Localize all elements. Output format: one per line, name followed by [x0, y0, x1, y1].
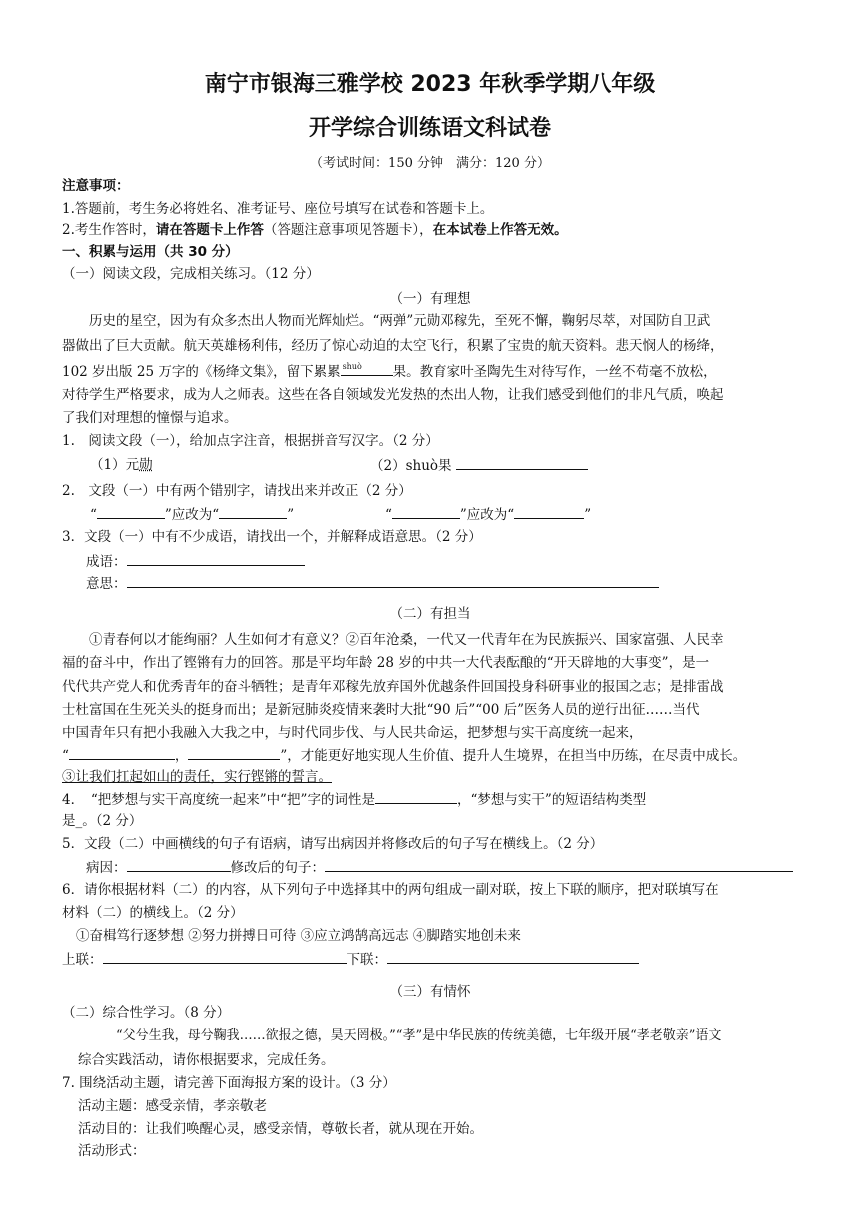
- q5-revised-blank[interactable]: [325, 857, 793, 872]
- shuo-blank[interactable]: [341, 361, 393, 376]
- q2-close-quote-1: ”: [287, 507, 295, 523]
- q4-stem-a: 4． “把梦想与实干高度统一起来”中“把”字的词性是: [62, 792, 375, 808]
- q2-stem: 2. 文段（一）中有两个错别字，请找出来并改正（2 分）: [62, 483, 412, 499]
- exam-title-line1: 南宁市银海三雅学校 2023 年秋季学期八年级: [204, 72, 656, 97]
- section1-p3-a: 102 岁出版 25 万字的《杨绛文集》，留下累累: [62, 364, 341, 380]
- exam-info: （考试时间：150 分钟 满分：120 分）: [310, 156, 550, 171]
- q1-stem: 1. 阅读文段（一），给加点字注音，根据拼音写汉字。（2 分）: [62, 433, 439, 449]
- q2-pair-2: [385, 504, 591, 525]
- q6-stem-1: 6．请你根据材料（二）的内容，从下列句子中选择其中的两句组成一副对联，按上下联的顺序，把对联填写在: [62, 882, 719, 898]
- q2-close-quote-2: ”: [584, 507, 592, 523]
- notes-item-2: [62, 220, 568, 240]
- q4-stem-b: ，“梦想与实干”的短语结构类型: [456, 792, 647, 808]
- section1-p3-b: 果。教育家叶圣陶先生对待写作，一丝不苟毫不放松，: [392, 364, 717, 380]
- notes-item-1: 1.答题前，考生务必将姓名、准考证号、座位号填写在试卷和答题卡上。: [62, 201, 494, 217]
- couplet-lower-blank[interactable]: [188, 745, 280, 760]
- q4-pos-blank[interactable]: [375, 789, 457, 804]
- q3-meaning-label: 意思：: [86, 576, 127, 592]
- section2-p1: ①青春何以才能绚丽？人生如何才有意义？②百年沧桑，一代又一代青年在为民族振兴、国家富强、人民幸: [62, 632, 724, 648]
- section2-p3: 代代共产党人和优秀青年的奋斗牺牲；是青年邓稼先放弃国外优越条件回国投身科研事业的报国之志；是排雷战: [62, 679, 724, 695]
- q6-answers: [62, 949, 639, 970]
- q2-pair-1: [90, 504, 294, 525]
- section3-title: （三）有情怀: [389, 984, 471, 1000]
- notes-heading: 注意事项：: [62, 178, 130, 194]
- q2-correct-char-1[interactable]: [219, 504, 287, 519]
- q5-cause-blank[interactable]: [127, 857, 231, 872]
- q1-a-prefix: （1）元: [90, 457, 140, 473]
- q3-stem: 3．文段（一）中有不少成语，请找出一个，并解释成语意思。（2 分）: [62, 529, 482, 545]
- shuo-pinyin: shuò: [342, 362, 362, 371]
- section2-p5: 中国青年只有把小我融入大我之中，与时代同步伐、与人民共命运，把梦想与实干高度统一起来，: [62, 725, 643, 741]
- q1-a-char: 勋: [139, 457, 153, 473]
- section2-title: （二）有担当: [389, 606, 471, 622]
- couplet-open-quote: “: [62, 748, 69, 764]
- q2-correct-char-2[interactable]: [514, 504, 584, 519]
- q6-lower-blank[interactable]: [387, 949, 639, 964]
- q3-meaning: [86, 573, 659, 594]
- section2-p6: [62, 745, 746, 766]
- q6-lower-label: 下联：: [346, 952, 387, 968]
- q3-meaning-blank[interactable]: [127, 573, 659, 588]
- q5-cause-label: 病因：: [86, 860, 127, 876]
- part2-heading: （二）综合性学习。（8 分）: [62, 1005, 231, 1021]
- couplet-upper-blank[interactable]: [69, 745, 175, 760]
- section2-p4: 士杜富国在生死关头的挺身而出；是新冠肺炎疫情来袭时大批“90 后”“00 后”医务人员的逆行出征……当代: [62, 702, 700, 718]
- q5-revised-label: 修改后的句子：: [230, 860, 325, 876]
- q3-idiom: [86, 551, 305, 572]
- q1-a: [90, 455, 153, 475]
- part1-heading: 一、积累与运用（共 30 分）: [62, 244, 239, 260]
- section1-title: （一）有理想: [389, 291, 471, 307]
- q7-form: 活动形式：: [78, 1143, 146, 1159]
- q4-line1: [62, 789, 646, 810]
- q2-wrong-char-2[interactable]: [392, 504, 460, 519]
- section1-p4: 对待学生严格要求，成为人之师表。这些在各自领域发光发热的杰出人物，让我们感受到他们的非凡气质，唤起: [62, 387, 724, 403]
- q4-line2: 是_。（2 分）: [62, 813, 143, 829]
- section2-underlined-sentence: ③让我们扛起如山的责任，实行铿锵的誓言。: [62, 769, 332, 785]
- exam-title-line2: 开学综合训练语文科试卷: [308, 116, 551, 141]
- notes-item-2-d: 在本试卷上作答无效。: [432, 222, 568, 238]
- q1-b-label: （2）shuò果: [370, 458, 452, 474]
- notes-item-2-c: （答题注意事项见答题卡），: [263, 222, 433, 238]
- q6-upper-blank[interactable]: [103, 949, 347, 964]
- notes-item-2-b: 请在答题卡上作答: [155, 222, 264, 238]
- part2-intro-2: 综合实践活动，请你根据要求，完成任务。: [78, 1052, 335, 1068]
- couplet-comma: ，: [174, 748, 189, 764]
- q5-stem: 5．文段（二）中画横线的句子有语病，请写出病因并将修改后的句子写在横线上。（2 分）: [62, 836, 604, 852]
- q6-options: ①奋楫笃行逐梦想 ②努力拼搏日可待 ③应立鸿鹄高远志 ④脚踏实地创未来: [76, 928, 521, 944]
- q5-answer: [86, 857, 793, 878]
- section1-p3: [62, 361, 717, 382]
- q2-open-quote-1: “: [90, 507, 97, 523]
- q7-stem: 7. 围绕活动主题，请完善下面海报方案的设计。（3 分）: [62, 1075, 396, 1091]
- part1-sub1: （一）阅读文段，完成相关练习。（12 分）: [62, 266, 320, 282]
- q7-theme: 活动主题：感受亲情，孝亲敬老: [78, 1098, 267, 1114]
- q3-idiom-blank[interactable]: [127, 551, 305, 566]
- q2-change-text-1: ”应改为“: [164, 507, 220, 523]
- section1-p5: 了我们对理想的憧憬与追求。: [62, 410, 238, 426]
- q2-change-text-2: ”应改为“: [459, 507, 515, 523]
- q6-stem-2: 材料（二）的横线上。（2 分）: [62, 905, 244, 921]
- q1-b: [370, 455, 588, 476]
- q7-purpose: 活动目的：让我们唤醒心灵，感受亲情，尊敬长者，就从现在开始。: [78, 1121, 483, 1137]
- section2-p2: 福的奋斗中，作出了铿锵有力的回答。那是平均年龄 28 岁的中共一大代表酝酿的“开天辟地的大事变”，是一: [62, 655, 710, 671]
- part2-intro-1: “父兮生我，母兮鞠我……欲报之德，昊天罔极。”“孝”是中华民族的传统美德，七年级开展“孝老敬亲”语文: [116, 1028, 722, 1043]
- notes-item-2-a: 2.考生作答时，: [62, 222, 156, 238]
- q2-wrong-char-1[interactable]: [97, 504, 165, 519]
- q1-b-answer-blank[interactable]: [456, 455, 588, 470]
- section2-p6-rest: ”，才能更好地实现人生价值、提升人生境界，在担当中历练，在尽责中成长。: [280, 748, 747, 764]
- q6-upper-label: 上联：: [62, 952, 103, 968]
- q3-idiom-label: 成语：: [86, 554, 127, 570]
- q2-open-quote-2: “: [385, 507, 392, 523]
- section1-p2: 器做出了巨大贡献。航天英雄杨利伟，经历了惊心动迫的太空飞行，积累了宝贵的航天资料。悲天悯人的杨绛，: [62, 338, 724, 354]
- section1-p1: 历史的星空，因为有众多杰出人物而光辉灿烂。“两弹”元勋邓稼先，至死不懈，鞠躬尽萃，对国防自卫武: [62, 313, 711, 329]
